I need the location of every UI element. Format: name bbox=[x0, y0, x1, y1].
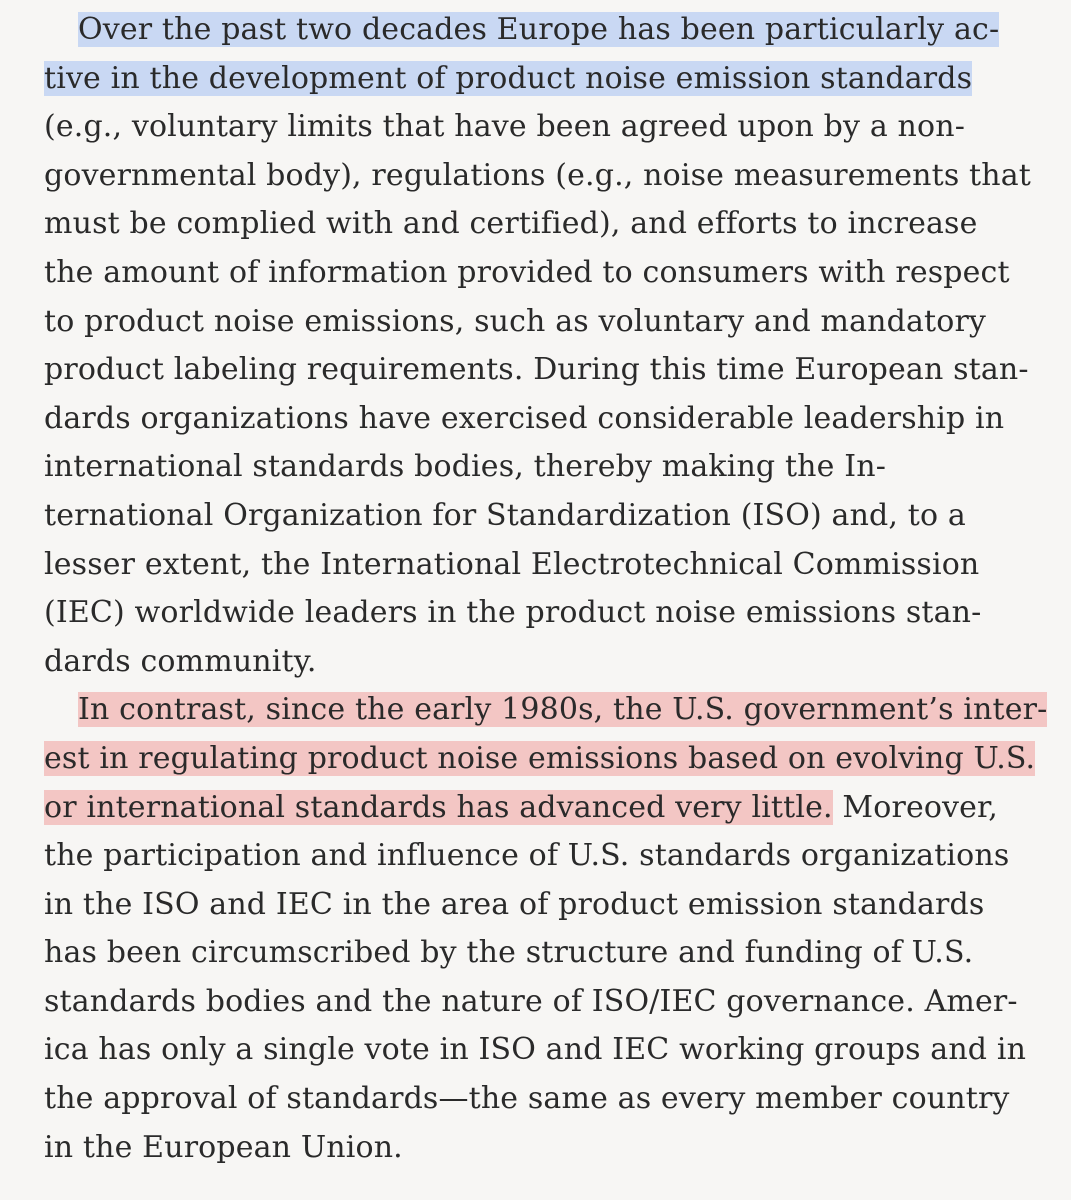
text-line: to product noise emissions, such as voluntary and mandatory bbox=[44, 303, 987, 339]
text-line bbox=[44, 6, 1044, 55]
text-line: in the European Union. bbox=[44, 1129, 403, 1165]
paragraph-europe bbox=[44, 6, 1044, 686]
highlight-red: or international standards has advanced very little. bbox=[44, 789, 833, 825]
text-after-highlight: Moreover, bbox=[832, 789, 998, 825]
text-line: the amount of information provided to consumers with respect bbox=[44, 254, 1010, 290]
text-line: the approval of standards—the same as every member country bbox=[44, 1081, 1010, 1117]
paragraph-us-contrast bbox=[44, 686, 1048, 1172]
text-line: international standards bodies, thereby making the In- bbox=[44, 449, 886, 485]
text-line bbox=[44, 686, 1048, 735]
text-line: has been circumscribed by the structure and funding of U.S. bbox=[44, 935, 974, 971]
text-line bbox=[44, 735, 1044, 784]
highlight-blue: Over the past two decades Europe has been particularly ac- bbox=[78, 12, 1000, 47]
text-line: ica has only a single vote in ISO and IEC working groups and in bbox=[44, 1032, 1027, 1068]
highlight-blue: tive in the development of product noise emission standards bbox=[44, 60, 973, 96]
highlight-red: est in regulating product noise emissions based on evolving U.S. bbox=[44, 740, 1036, 776]
text-line: ternational Organization for Standardization (ISO) and, to a bbox=[44, 497, 966, 533]
text-line: governmental body), regulations (e.g., noise measurements that bbox=[44, 157, 1031, 193]
document-page bbox=[44, 6, 1048, 1172]
text-line: the participation and influence of U.S. standards organizations bbox=[44, 838, 1010, 874]
text-line: standards bodies and the nature of ISO/IEC governance. Amer- bbox=[44, 983, 1018, 1019]
text-line: must be complied with and certified), and efforts to increase bbox=[44, 206, 978, 242]
text-line: lesser extent, the International Electrotechnical Commission bbox=[44, 546, 980, 582]
text-line: (e.g., voluntary limits that have been agreed upon by a non- bbox=[44, 109, 965, 145]
text-line: dards organizations have exercised considerable leadership in bbox=[44, 400, 1005, 436]
text-line bbox=[44, 55, 1044, 104]
highlight-red: In contrast, since the early 1980s, the U.S. government’s inter- bbox=[78, 692, 1048, 728]
text-line: in the ISO and IEC in the area of product emission standards bbox=[44, 886, 985, 922]
text-line: product labeling requirements. During this time European stan- bbox=[44, 352, 1029, 388]
text-line: dards community. bbox=[44, 643, 317, 679]
text-line: (IEC) worldwide leaders in the product noise emissions stan- bbox=[44, 595, 982, 631]
text-line bbox=[44, 784, 1044, 833]
